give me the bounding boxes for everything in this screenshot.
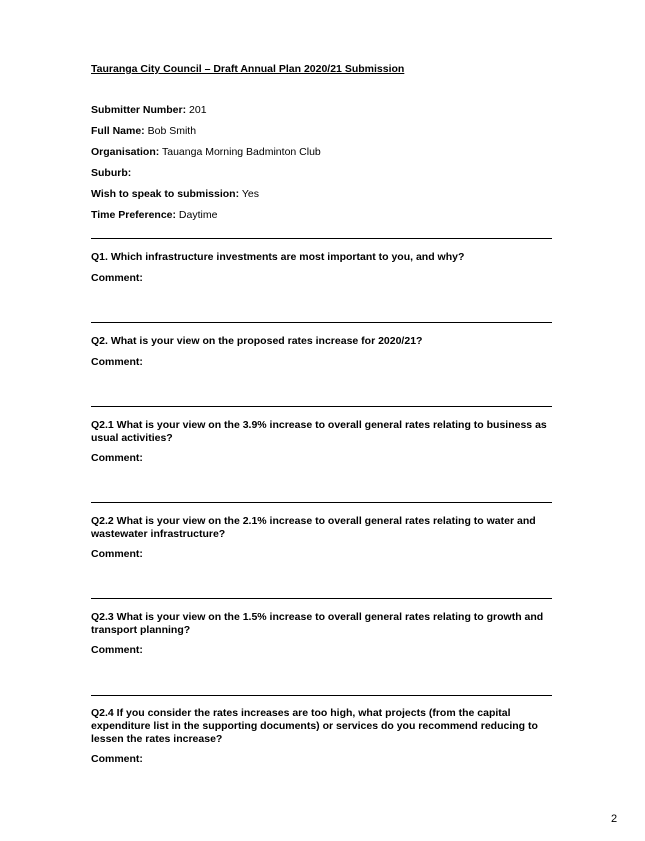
time-preference-field	[91, 209, 217, 221]
speak-to-submission-field	[91, 188, 259, 200]
question-q2: Q2. What is your view on the proposed rates increase for 2020/21?	[91, 335, 423, 347]
question-q1: Q1. Which infrastructure investments are most important to you, and why?	[91, 251, 465, 263]
time-preference-value: Daytime	[176, 209, 218, 221]
comment-label-q2-3: Comment:	[91, 644, 143, 656]
submitter-number-label: Submitter Number:	[91, 104, 187, 116]
comment-label-q2-1: Comment:	[91, 452, 143, 464]
question-q2-1: Q2.1 What is your view on the 3.9% increase to overall general rates relating to business as usual activities?	[91, 419, 547, 444]
section-divider	[91, 502, 552, 503]
speak-to-submission-label: Wish to speak to submission:	[91, 188, 240, 200]
comment-label-q2: Comment:	[91, 356, 143, 368]
section-divider	[91, 238, 552, 239]
time-preference-label: Time Preference:	[91, 209, 177, 221]
question-q2-4: Q2.4 If you consider the rates increases are too high, what projects (from the capital expenditure list in the supporting documents) or services do you recommend reducing to lessen the rates increase?	[91, 707, 538, 745]
organisation-field	[91, 146, 321, 158]
section-divider	[91, 695, 552, 696]
suburb-label: Suburb:	[91, 167, 132, 179]
section-divider	[91, 322, 552, 323]
page-number: 2	[611, 813, 618, 825]
speak-to-submission-value: Yes	[239, 188, 259, 200]
organisation-label: Organisation:	[91, 146, 160, 158]
document-title: Tauranga City Council – Draft Annual Plan 2020/21 Submission	[91, 63, 405, 75]
comment-label-q2-2: Comment:	[91, 548, 143, 560]
question-q2-3: Q2.3 What is your view on the 1.5% increase to overall general rates relating to growth and transport planning?	[91, 611, 544, 636]
organisation-value: Tauanga Morning Badminton Club	[159, 146, 321, 158]
full-name-label: Full Name:	[91, 125, 145, 137]
question-q2-2: Q2.2 What is your view on the 2.1% increase to overall general rates relating to water and wastewater infrastructure?	[91, 515, 536, 540]
suburb-field	[91, 167, 131, 179]
full-name-value: Bob Smith	[144, 125, 197, 137]
comment-label-q1: Comment:	[91, 272, 143, 284]
submitter-number-field	[91, 104, 207, 116]
full-name-field	[91, 125, 196, 137]
submitter-number-value: 201	[186, 104, 207, 116]
comment-label-q2-4: Comment:	[91, 753, 143, 765]
section-divider	[91, 598, 552, 599]
section-divider	[91, 406, 552, 407]
